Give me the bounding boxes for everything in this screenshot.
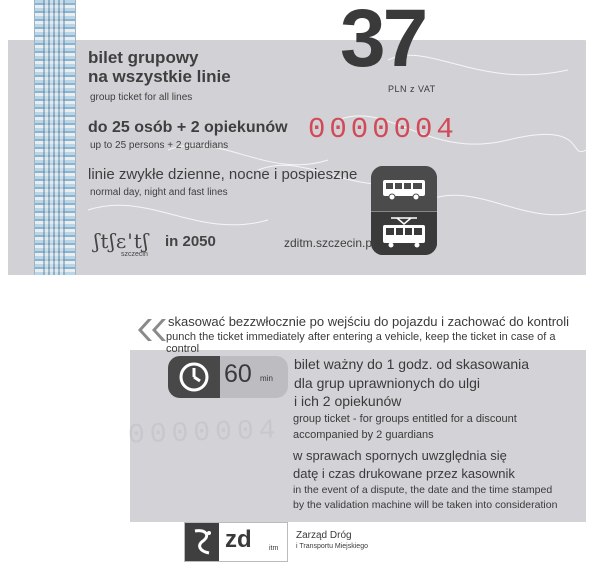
zditm-logo: [184, 522, 288, 562]
lines-description: linie zwykłe dzienne, nocne i pospieszne: [88, 166, 358, 183]
zditm-logo-text: zd: [225, 526, 252, 553]
ticket-title-line1: bilet grupowy: [88, 48, 199, 67]
ticket-price: 37: [340, 0, 426, 84]
ticket-back: [8, 300, 586, 571]
vehicle-icons: [371, 166, 437, 255]
price-currency-label: PLN z VAT: [388, 84, 436, 94]
punch-instruction-english: punch the ticket immediately after entering a vehicle, keep the ticket in case of a control: [166, 331, 556, 355]
bus-icon: [371, 166, 437, 211]
serial-number: 0000004: [308, 113, 458, 146]
dispute-english-line1: in the event of a dispute, the date and the time stamped: [293, 484, 553, 496]
double-chevron-left-icon: [134, 316, 168, 344]
szczecin-logo-in2050: in 2050: [165, 233, 216, 250]
validity-line1: bilet ważny do 1 godz. od skasowania: [294, 356, 530, 372]
zditm-logo-icon: [185, 523, 219, 561]
validity-english-line2: accompanied by 2 guardians: [293, 429, 434, 441]
organization-name-line2: i Transportu Miejskiego: [296, 543, 368, 550]
szczecin-logo: ʃtʃɛ'tʃ: [94, 229, 150, 253]
timer-unit: min: [260, 374, 273, 383]
dispute-english-line2: by the validation machine will be taken into consideration: [293, 499, 558, 511]
persons-limit: do 25 osób + 2 opiekunów: [88, 119, 288, 136]
validity-line3: i ich 2 opiekunów: [294, 393, 402, 409]
szczecin-logo-caption: szczecin: [121, 251, 148, 258]
website-url: zditm.szczecin.pl: [284, 236, 375, 250]
ticket-front: [8, 0, 586, 275]
punch-instruction: skasować bezzwłocznie po wejściu do pojazdu i zachować do kontroli: [168, 314, 570, 329]
hologram-strip: [34, 0, 76, 275]
ticket-title-line2: na wszystkie linie: [88, 67, 231, 86]
tram-icon: [371, 211, 437, 255]
ghost-serial-imprint: 0000004: [127, 415, 282, 452]
validity-line2: dla grup uprawnionych do ulgi: [294, 375, 481, 391]
organization-name-line1: Zarząd Dróg: [296, 530, 352, 541]
validity-english-line1: group ticket - for groups entitled for a discount: [293, 413, 517, 425]
zditm-logo-sub: itm: [269, 545, 279, 552]
clock-icon: [168, 356, 220, 398]
timer-value: 60: [224, 360, 252, 388]
dispute-line1: w sprawach spornych uwzględnia się: [293, 448, 507, 463]
dispute-line2: datę i czas drukowane przez kasownik: [293, 466, 515, 481]
ticket-title-english: group ticket for all lines: [90, 92, 193, 103]
lines-description-english: normal day, night and fast lines: [90, 187, 228, 198]
persons-limit-english: up to 25 persons + 2 guardians: [90, 140, 229, 151]
validity-timer: [168, 356, 288, 398]
